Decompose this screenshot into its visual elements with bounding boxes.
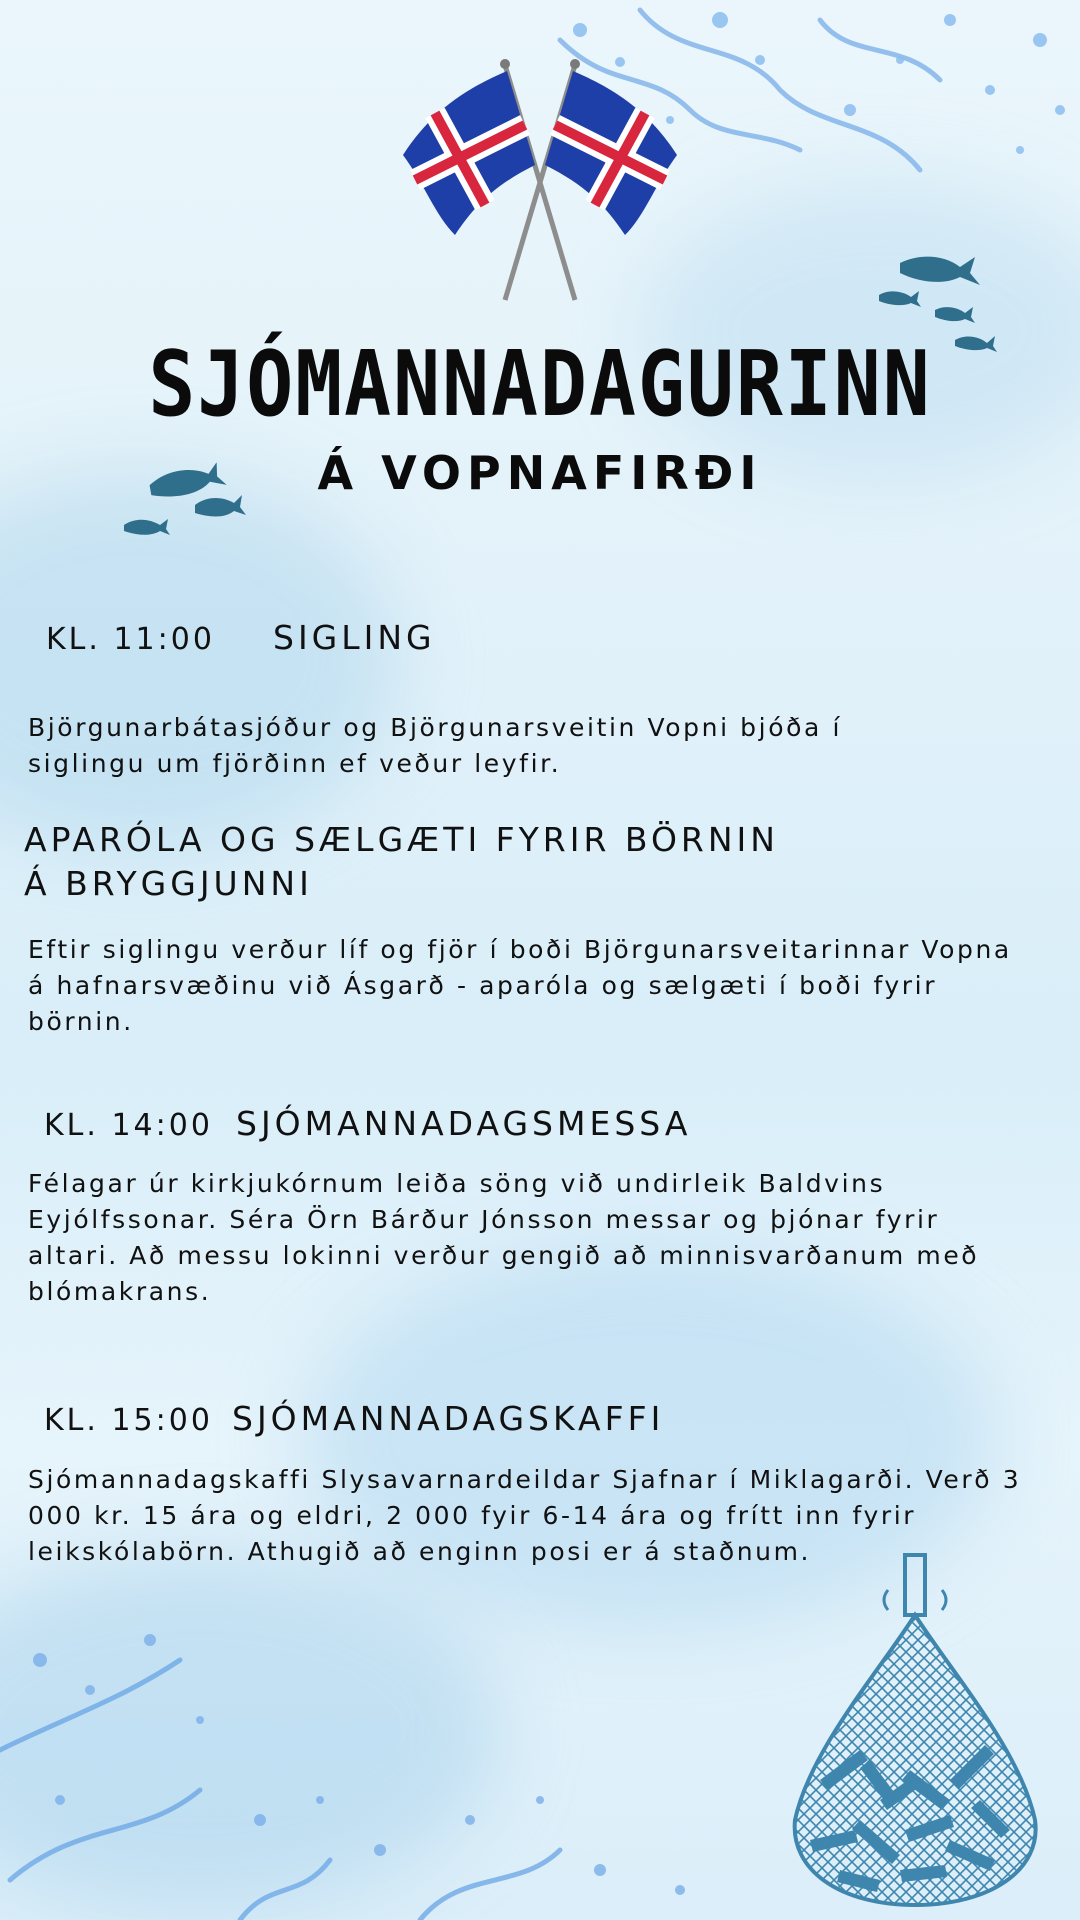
event-title: SJÓMANNADAGSKAFFI bbox=[232, 1399, 665, 1438]
schedule-row-kaffi bbox=[44, 1399, 664, 1438]
event-time: KL. 11:00 bbox=[46, 622, 215, 657]
iceland-flag-icon bbox=[395, 55, 685, 305]
event-description: Björgunarbátasjóður og Björgunarsveitin Vopni bjóða í siglingu um fjörðinn ef veður leyfir. bbox=[28, 713, 842, 778]
event-time: KL. 15:00 bbox=[44, 1403, 213, 1438]
schedule-row-sigling bbox=[46, 618, 436, 657]
event-heading bbox=[24, 818, 779, 906]
page-subtitle: Á VOPNAFIRÐI bbox=[317, 446, 763, 500]
event-description: Sjómannadagskaffi Slysavarnardeildar Sjafnar í Miklagarði. Verð 3 000 kr. 15 ára og eldri, 2 000 fyir 6-14 ára og frítt inn fyrir leikskólabörn. Athugið að enginn posi er á staðnum. bbox=[28, 1465, 1022, 1566]
event-description: Félagar úr kirkjukórnum leiða söng við undirleik Baldvins Eyjólfssonar. Séra Örn Bárður Jónsson messar og þjónar fyrir altari. Að messu lokinni verður gengið að minnisvarðanum með blómakrans. bbox=[28, 1169, 980, 1306]
event-description: Eftir siglingu verður líf og fjör í boði Björgunarsveitarinnar Vopna á hafnarsvæðinu við Ásgarð - aparóla og sælgæti í boði fyrir börnin. bbox=[28, 935, 1012, 1036]
event-title: SJÓMANNADAGSMESSA bbox=[236, 1104, 692, 1143]
event-heading-line: Á BRYGGJUNNI bbox=[24, 864, 313, 903]
event-time: KL. 14:00 bbox=[44, 1108, 213, 1143]
water-splash-icon bbox=[0, 1620, 760, 1920]
page-title: SJÓMANNADAGURINN bbox=[148, 333, 932, 437]
fishing-net-icon bbox=[780, 1550, 1050, 1920]
schedule-row-messa bbox=[44, 1104, 691, 1143]
event-title: SIGLING bbox=[273, 618, 436, 657]
event-heading-line: APARÓLA OG SÆLGÆTI FYRIR BÖRNIN bbox=[24, 820, 779, 859]
